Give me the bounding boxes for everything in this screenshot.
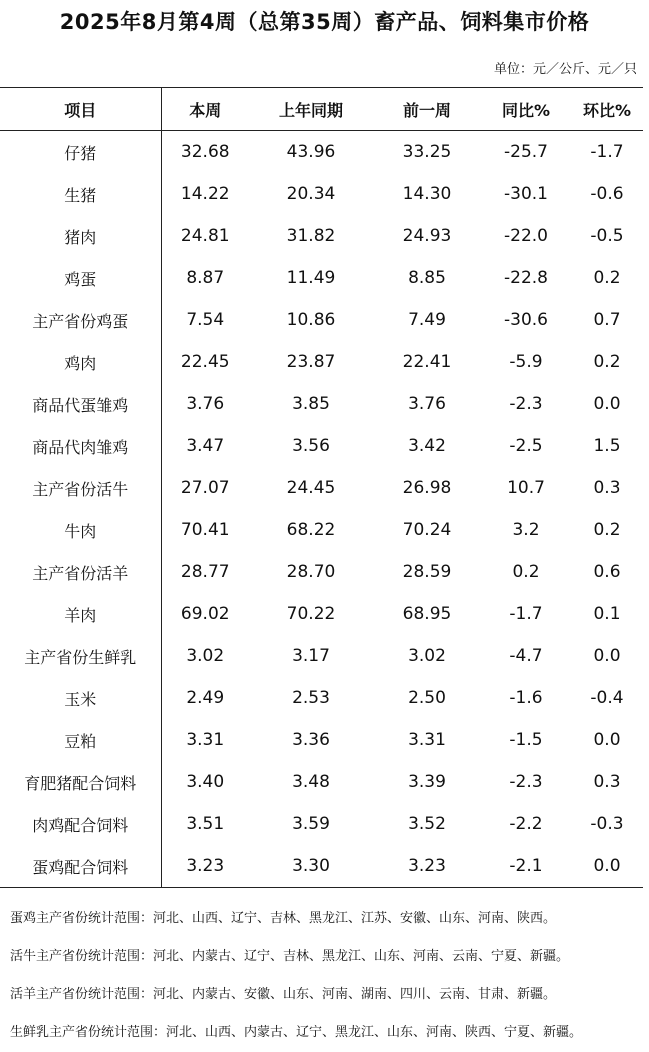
cell-prev-week: 14.30 — [402, 184, 452, 204]
cell-wow-change: 0.3 — [593, 478, 621, 498]
cell-item-name: 商品代蛋雏鸡 — [0, 383, 161, 425]
cell-yoy-change: -1.5 — [509, 730, 543, 750]
cell-last-year: 3.56 — [292, 436, 330, 456]
table-row — [0, 509, 643, 551]
cell-last-year: 68.22 — [286, 520, 336, 540]
cell-wow-change: -0.3 — [590, 814, 624, 834]
cell-prev-week: 22.41 — [402, 352, 452, 372]
cell-item-name: 猪肉 — [0, 215, 161, 257]
footnote-line: 蛋鸡主产省份统计范围：河北、山西、辽宁、吉林、黑龙江、江苏、安徽、山东、河南、陕西。 — [10, 911, 557, 926]
cell-last-year: 70.22 — [286, 604, 336, 624]
cell-prev-week: 3.31 — [408, 730, 446, 750]
cell-wow-change: -0.4 — [590, 688, 624, 708]
cell-item-name: 主产省份鸡蛋 — [0, 299, 161, 341]
cell-item-name: 豆粕 — [0, 719, 161, 761]
footnotes — [10, 900, 582, 1052]
cell-prev-week: 3.23 — [408, 856, 446, 876]
cell-yoy-change: -2.5 — [509, 436, 543, 456]
cell-yoy-change: -1.6 — [509, 688, 543, 708]
table-row — [0, 593, 643, 635]
table-row — [0, 299, 643, 341]
cell-yoy-change: -25.7 — [504, 142, 548, 162]
cell-item-name: 鸡蛋 — [0, 257, 161, 299]
cell-item-name: 鸡肉 — [0, 341, 161, 383]
cell-yoy-change: 10.7 — [507, 478, 545, 498]
cell-yoy-change: -2.1 — [509, 856, 543, 876]
table-row — [0, 719, 643, 761]
cell-prev-week: 26.98 — [402, 478, 452, 498]
table-row — [0, 803, 643, 845]
header-wow: 环比% — [582, 100, 632, 120]
header-yoy: 同比% — [501, 100, 551, 120]
cell-this-week: 14.22 — [180, 184, 230, 204]
cell-item-name: 玉米 — [0, 677, 161, 719]
table-body — [0, 131, 643, 888]
table-row — [0, 635, 643, 677]
cell-wow-change: -1.7 — [590, 142, 624, 162]
cell-prev-week: 3.52 — [408, 814, 446, 834]
cell-prev-week: 3.42 — [408, 436, 446, 456]
table-header-row — [0, 88, 643, 131]
cell-last-year: 10.86 — [286, 310, 336, 330]
cell-this-week: 24.81 — [180, 226, 230, 246]
cell-yoy-change: 0.2 — [512, 562, 540, 582]
cell-last-year: 43.96 — [286, 142, 336, 162]
cell-yoy-change: -5.9 — [509, 352, 543, 372]
cell-item-name: 蛋鸡配合饲料 — [0, 845, 161, 888]
cell-item-name: 主产省份活牛 — [0, 467, 161, 509]
cell-this-week: 3.76 — [186, 394, 225, 414]
cell-item-name: 育肥猪配合饲料 — [0, 761, 161, 803]
cell-wow-change: 0.0 — [593, 394, 621, 414]
cell-this-week: 2.49 — [186, 688, 225, 708]
header-last-year: 上年同期 — [278, 100, 343, 120]
table-row — [0, 257, 643, 299]
cell-prev-week: 8.85 — [408, 268, 446, 288]
cell-wow-change: 0.1 — [593, 604, 621, 624]
cell-prev-week: 33.25 — [402, 142, 452, 162]
table-row — [0, 173, 643, 215]
cell-last-year: 28.70 — [286, 562, 336, 582]
cell-this-week: 69.02 — [180, 604, 230, 624]
cell-wow-change: 0.6 — [593, 562, 621, 582]
cell-this-week: 3.23 — [186, 856, 225, 876]
price-table — [0, 87, 643, 888]
cell-wow-change: 0.0 — [593, 730, 621, 750]
cell-this-week: 32.68 — [180, 142, 230, 162]
table-row — [0, 215, 643, 257]
cell-wow-change: 0.2 — [593, 520, 621, 540]
header-prev-week: 前一周 — [402, 100, 451, 120]
cell-last-year: 24.45 — [286, 478, 336, 498]
table-row — [0, 383, 643, 425]
cell-yoy-change: -30.6 — [504, 310, 548, 330]
cell-this-week: 3.40 — [186, 772, 225, 792]
cell-last-year: 3.30 — [292, 856, 330, 876]
cell-yoy-change: -22.0 — [504, 226, 548, 246]
cell-item-name: 生猪 — [0, 173, 161, 215]
table-row — [0, 131, 643, 174]
cell-yoy-change: -2.2 — [509, 814, 543, 834]
cell-prev-week: 3.02 — [408, 646, 446, 666]
cell-prev-week: 3.39 — [408, 772, 446, 792]
cell-last-year: 23.87 — [286, 352, 336, 372]
cell-this-week: 22.45 — [180, 352, 230, 372]
cell-this-week: 3.02 — [186, 646, 225, 666]
cell-item-name: 主产省份生鲜乳 — [0, 635, 161, 677]
cell-item-name: 商品代肉雏鸡 — [0, 425, 161, 467]
cell-wow-change: -0.6 — [590, 184, 624, 204]
cell-this-week: 3.31 — [186, 730, 225, 750]
footnote-line: 生鲜乳主产省份统计范围：河北、山西、内蒙古、辽宁、黑龙江、山东、河南、陕西、宁夏、新疆。 — [10, 1025, 583, 1040]
table-row — [0, 677, 643, 719]
cell-prev-week: 24.93 — [402, 226, 452, 246]
cell-wow-change: 0.0 — [593, 856, 621, 876]
cell-item-name: 肉鸡配合饲料 — [0, 803, 161, 845]
cell-yoy-change: -2.3 — [509, 394, 543, 414]
table-row — [0, 551, 643, 593]
cell-last-year: 3.59 — [292, 814, 330, 834]
table-row — [0, 467, 643, 509]
cell-prev-week: 28.59 — [402, 562, 452, 582]
cell-last-year: 31.82 — [286, 226, 336, 246]
cell-yoy-change: -30.1 — [504, 184, 548, 204]
cell-wow-change: 0.7 — [593, 310, 621, 330]
cell-last-year: 3.36 — [292, 730, 330, 750]
cell-prev-week: 2.50 — [408, 688, 446, 708]
cell-this-week: 3.51 — [186, 814, 225, 834]
cell-item-name: 仔猪 — [0, 131, 161, 174]
cell-this-week: 28.77 — [180, 562, 230, 582]
table-row — [0, 341, 643, 383]
cell-wow-change: 0.2 — [593, 352, 621, 372]
cell-last-year: 11.49 — [286, 268, 336, 288]
page-title: 2025年8月第4周（总第35周）畜产品、饲料集市价格 — [59, 10, 590, 34]
cell-yoy-change: -4.7 — [509, 646, 543, 666]
table-row — [0, 761, 643, 803]
cell-item-name: 牛肉 — [0, 509, 161, 551]
cell-last-year: 2.53 — [292, 688, 330, 708]
cell-last-year: 20.34 — [286, 184, 336, 204]
cell-yoy-change: -2.3 — [509, 772, 543, 792]
footnote-line: 活羊主产省份统计范围：河北、内蒙古、安徽、山东、河南、湖南、四川、云南、甘肃、新疆。 — [10, 987, 557, 1002]
table-row — [0, 425, 643, 467]
cell-last-year: 3.17 — [292, 646, 330, 666]
cell-yoy-change: -22.8 — [504, 268, 548, 288]
cell-prev-week: 7.49 — [408, 310, 446, 330]
footnote-line: 活牛主产省份统计范围：河北、内蒙古、辽宁、吉林、黑龙江、山东、河南、云南、宁夏、新疆。 — [10, 949, 570, 964]
cell-last-year: 3.85 — [292, 394, 330, 414]
cell-wow-change: 0.2 — [593, 268, 621, 288]
cell-prev-week: 3.76 — [408, 394, 446, 414]
cell-yoy-change: -1.7 — [509, 604, 543, 624]
unit-label: 单位：元／公斤、元／只 — [493, 62, 637, 77]
cell-wow-change: -0.5 — [590, 226, 624, 246]
header-this-week: 本周 — [189, 100, 222, 120]
cell-wow-change: 1.5 — [593, 436, 621, 456]
cell-wow-change: 0.3 — [593, 772, 621, 792]
cell-wow-change: 0.0 — [593, 646, 621, 666]
header-item: 项目 — [0, 88, 161, 131]
table-row — [0, 845, 643, 888]
cell-yoy-change: 3.2 — [512, 520, 540, 540]
cell-this-week: 27.07 — [180, 478, 230, 498]
cell-last-year: 3.48 — [292, 772, 330, 792]
cell-item-name: 羊肉 — [0, 593, 161, 635]
cell-this-week: 3.47 — [186, 436, 225, 456]
cell-prev-week: 70.24 — [402, 520, 452, 540]
cell-this-week: 70.41 — [180, 520, 230, 540]
cell-item-name: 主产省份活羊 — [0, 551, 161, 593]
cell-this-week: 8.87 — [186, 268, 225, 288]
cell-this-week: 7.54 — [186, 310, 225, 330]
cell-prev-week: 68.95 — [402, 604, 452, 624]
